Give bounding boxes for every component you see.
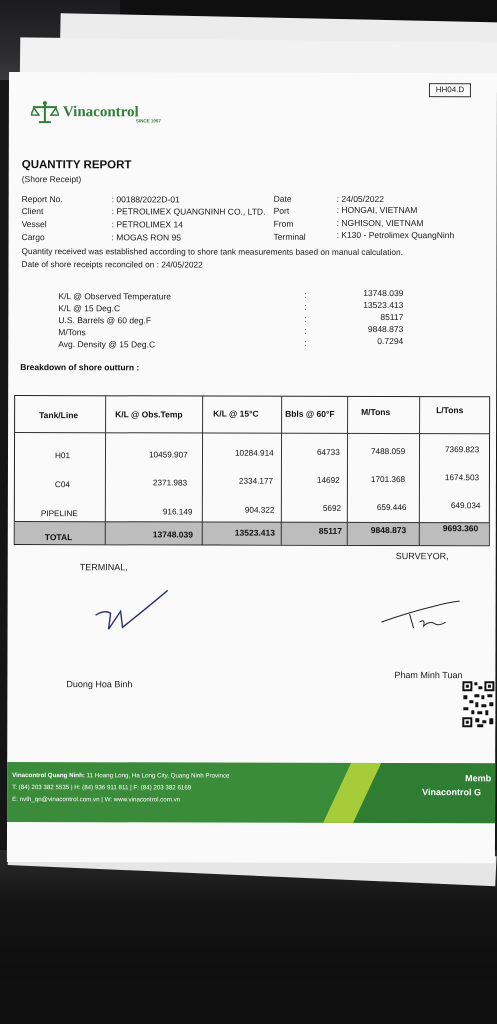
total-cell: 13523.413: [234, 527, 275, 538]
vessel-value: : PETROLIMEX 14: [111, 219, 183, 230]
summary-colon-2: :: [304, 301, 307, 312]
client-value: : PETROLIMEX QUANGNINH CO., LTD.: [111, 206, 266, 217]
total-label: TOTAL: [44, 532, 73, 543]
footer-group-text: Vinacontrol G: [422, 787, 481, 798]
summary-colon-5: :: [304, 337, 307, 348]
header-kl-obs-temp: K/L @ Obs.Temp: [115, 409, 183, 420]
footer-office-name: Vinacontrol Quang Ninh:: [12, 772, 85, 780]
scale-icon: [31, 100, 59, 124]
footer-phone: T: (84) 203 382 5535 | H: (84) 936 911 811 | F: (84) 203 382 6169: [12, 784, 192, 792]
document-code: HH04.D: [429, 83, 471, 97]
summary-value-2: 13523.413: [363, 299, 404, 311]
table-cell: 1701.368: [370, 474, 406, 485]
report-no-value: : 00188/2022D-01: [111, 194, 180, 205]
port-value: : HONGAI, VIETNAM: [336, 204, 418, 216]
note-1: Quantity received was established according to shore tank measurements based on manual calculation.: [21, 246, 403, 258]
table-cell: 10459.907: [148, 450, 188, 460]
table-cell: 649.034: [450, 501, 481, 511]
table-cell: 2334.177: [238, 476, 274, 486]
terminal-signer-name: Duong Hoa Binh: [66, 679, 133, 690]
report-title: QUANTITY REPORT: [21, 159, 132, 172]
total-cell: 85117: [318, 525, 342, 536]
summary-label-4: M/Tons: [58, 327, 86, 338]
company-footer: [7, 762, 495, 823]
summary-label-2: K/L @ 15 Deg.C: [58, 303, 121, 314]
total-cell: 9848.873: [370, 524, 407, 536]
footer-address: 11 Hoang Long, Ha Long City, Quang Ninh Province: [84, 772, 230, 780]
surveyor-signature: [380, 598, 465, 633]
table-cell: 10284.914: [234, 448, 274, 458]
brand-since: SINCE 1957: [135, 118, 161, 124]
table-cell: 7369.823: [445, 445, 480, 455]
vessel-label: Vessel: [21, 219, 47, 230]
header-mtons: M/Tons: [361, 406, 391, 417]
table-cell: 916.149: [162, 507, 193, 517]
cargo-value: : MOGAS RON 95: [111, 232, 182, 243]
table-row-label: C04: [54, 480, 70, 490]
report-page: [7, 72, 497, 863]
client-label: Client: [21, 206, 44, 217]
background-cloth: [0, 980, 497, 1024]
total-cell: 13748.039: [152, 529, 193, 540]
surveyor-signer-name: Pham Minh Tuan: [394, 670, 463, 681]
surveyor-title: SURVEYOR,: [395, 551, 449, 562]
summary-value-4: 9848.873: [367, 323, 404, 335]
report-no-label: Report No.: [21, 194, 63, 205]
terminal-title: TERMINAL,: [79, 562, 128, 573]
header-kl-15c: K/L @ 15°C: [213, 408, 259, 419]
table-cell: 64733: [316, 447, 340, 457]
date-value: : 24/05/2022: [336, 193, 384, 204]
report-subtitle: (Shore Receipt): [21, 174, 82, 185]
from-value: : NGHISON, VIETNAM: [336, 217, 424, 229]
brand-logo: [31, 97, 161, 127]
table-cell: 14692: [316, 475, 340, 485]
header-bbls-60f: Bbls @ 60°F: [285, 408, 335, 419]
terminal-signature: [93, 587, 173, 637]
header-ltons: L/Tons: [436, 405, 464, 416]
brand-name: Vinacontrol: [62, 103, 139, 120]
table-row-label: H01: [54, 451, 71, 461]
port-label: Port: [273, 205, 290, 216]
table-cell: 659.446: [376, 502, 407, 513]
summary-colon-4: :: [304, 325, 307, 336]
summary-value-3: 85117: [380, 311, 404, 323]
table-cell: 1674.503: [444, 473, 480, 483]
summary-value-5: 0.7294: [377, 335, 404, 347]
cargo-label: Cargo: [21, 232, 45, 243]
terminal-label: Terminal: [273, 231, 306, 242]
breakdown-title: Breakdown of shore outturn :: [20, 362, 140, 373]
header-tank-line: Tank/Line: [39, 410, 79, 421]
summary-colon-1: :: [304, 289, 307, 300]
summary-label-3: U.S. Barrels @ 60 deg.F: [58, 315, 152, 326]
terminal-value: : K130 - Petrolimex QuangNinh: [336, 229, 455, 241]
total-cell: 9693.360: [442, 523, 479, 534]
footer-member-text: Memb: [465, 773, 492, 784]
date-label: Date: [273, 193, 292, 204]
table-row-label: PIPELINE: [40, 509, 78, 519]
footer-contact: E: nvth_qn@vinacontrol.com.vn | W: www.vinacontrol.com.vn: [12, 796, 181, 804]
from-label: From: [273, 218, 294, 229]
summary-value-1: 13748.039: [363, 287, 404, 299]
table-header-divider: [15, 432, 489, 434]
breakdown-table: [14, 395, 490, 546]
table-cell: 5692: [322, 503, 342, 513]
note-2: Date of shore receipts reconciled on : 24/05/2022: [21, 259, 203, 270]
table-cell: 2371.983: [152, 478, 188, 488]
footer-address-line: [12, 772, 229, 780]
summary-label-5: Avg. Density @ 15 Deg.C: [58, 339, 156, 350]
qr-code-icon: [461, 680, 495, 728]
table-cell: 904.322: [244, 505, 275, 515]
table-cell: 7488.059: [370, 446, 406, 457]
summary-label-1: K/L @ Observed Temperature: [58, 291, 172, 302]
summary-colon-3: :: [304, 313, 307, 324]
